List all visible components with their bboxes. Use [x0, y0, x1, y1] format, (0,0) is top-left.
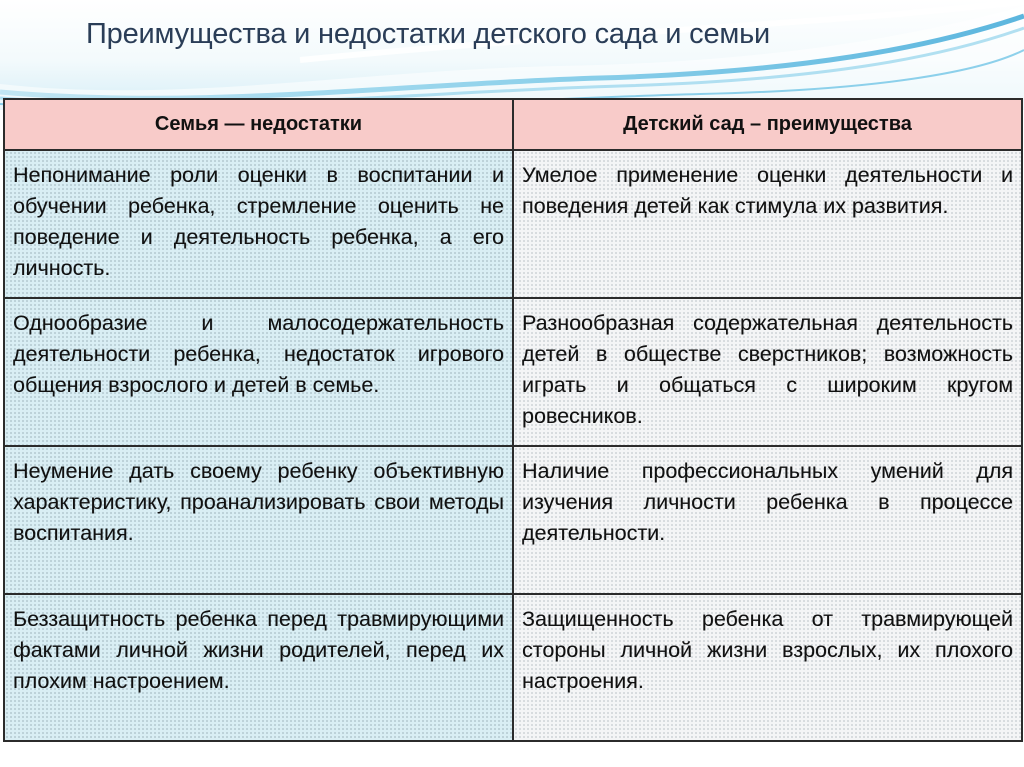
header-kindergarten-advantages: Детский сад – преимущества — [513, 99, 1022, 150]
table-row — [4, 446, 1022, 594]
kindergarten-advantage-cell — [513, 594, 1022, 741]
cell-text: Разнообразная содержательная деятельность детей в обществе сверстников; возможность играть и общаться с широким кругом ровесников. — [522, 311, 1013, 428]
slide-title: Преимущества и недостатки детского сада и семьи — [86, 18, 771, 50]
table-row — [4, 150, 1022, 298]
family-disadvantage-cell — [4, 594, 513, 741]
kindergarten-advantage-cell — [513, 446, 1022, 594]
cell-text: Неумение дать своему ребенку объективную характеристику, проанализировать свои методы воспитания. — [13, 459, 504, 545]
cell-text: Защищенность ребенка от травмирующей стороны личной жизни взрослых, их плохого настроения. — [522, 607, 1013, 693]
header-wave-decoration — [0, 0, 1024, 110]
header-family-disadvantages: Семья — недостатки — [4, 99, 513, 150]
cell-text: Непонимание роли оценки в воспитании и обучении ребенка, стремление оценить не поведение и деятельность ребенка, а его личность. — [13, 163, 504, 280]
cell-text: Однообразие и малосодержательность деятельности ребенка, недостаток игрового общения взрослого и детей в семье. — [13, 311, 504, 397]
kindergarten-advantage-cell — [513, 150, 1022, 298]
comparison-table — [3, 98, 1023, 742]
table-header-row — [4, 99, 1022, 150]
kindergarten-advantage-cell — [513, 298, 1022, 446]
family-disadvantage-cell — [4, 298, 513, 446]
table-row — [4, 298, 1022, 446]
family-disadvantage-cell — [4, 446, 513, 594]
cell-text: Умелое применение оценки деятельности и поведения детей как стимула их развития. — [522, 163, 1013, 218]
cell-text: Наличие профессиональных умений для изучения личности ребенка в процессе деятельности. — [522, 459, 1013, 545]
family-disadvantage-cell — [4, 150, 513, 298]
cell-text: Беззащитность ребенка перед травмирующими фактами личной жизни родителей, перед их плохим настроением. — [13, 607, 504, 693]
table-row — [4, 594, 1022, 741]
